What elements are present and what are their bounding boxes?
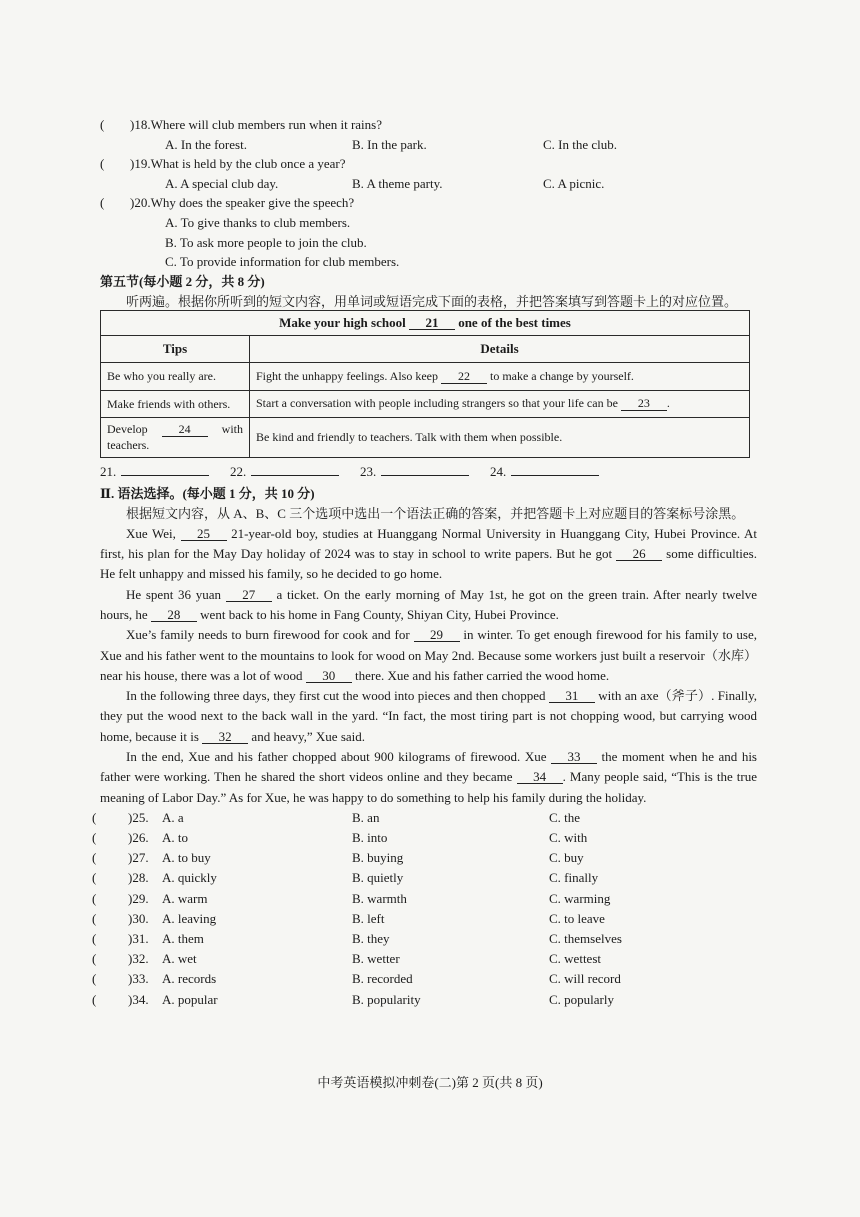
text-segment: . Many people said, “This is the true meaning of Labor Day.” As for Xue, he was happy to do something to help his family during the holiday. — [100, 769, 757, 805]
blank-31: 31 — [549, 689, 595, 703]
answer-item-22 — [230, 463, 360, 481]
option-c: C. A picnic. — [543, 175, 605, 191]
answer-bracket: ( — [100, 195, 105, 211]
option-a: A. warm — [162, 890, 208, 906]
grammar-option-row — [92, 929, 757, 949]
question-stem: What is held by the club once a year? — [150, 156, 346, 172]
blank-30: 30 — [306, 669, 352, 683]
question-stem: Why does the speaker give the speech? — [150, 195, 355, 211]
text-segment: with teachers. — [107, 422, 243, 453]
text-segment: one of the best times — [454, 314, 571, 330]
details-header: Details — [250, 335, 750, 362]
option-c: C. with — [549, 830, 588, 846]
option-b: B. an — [352, 809, 380, 825]
text-segment: Fight the unhappy feelings. Also keep — [256, 368, 441, 383]
grammar-option-row — [92, 828, 757, 848]
tips-header: Tips — [101, 335, 250, 362]
text-segment: a ticket. On the early morning of May 1st, he got on the green train. After nearly twelve hours, he — [100, 586, 758, 622]
option-c: C. the — [549, 809, 581, 825]
text-segment: Make your high school — [279, 314, 409, 330]
blank-23: 23 — [621, 397, 667, 411]
option-a: A. A special club day. — [165, 175, 279, 191]
passage-paragraph — [100, 686, 757, 747]
section5-instructions: 听两遍。根据你所听到的短文内容，用单词或短语完成下面的表格，并把答案填写到答题卡上的对应位置。 — [126, 293, 738, 309]
text-segment: there. Xue and his father carried the wood home. — [351, 667, 610, 683]
question-19 — [100, 154, 757, 174]
option-a: A. popular — [162, 991, 218, 1007]
option-c: C. In the club. — [543, 136, 618, 152]
option-a: A. to buy — [162, 850, 211, 866]
option-b: B. popularity — [352, 991, 421, 1007]
grammar-heading: Ⅱ. 语法选择。(每小题 1 分，共 10 分) — [100, 485, 315, 501]
text-segment: went back to his home in Fang County, Shiyan City, Hubei Province. — [196, 606, 559, 622]
tip-cell — [101, 362, 250, 390]
option-a: A. To give thanks to club members. — [165, 214, 351, 230]
detail-cell — [250, 390, 750, 417]
answer-item-24 — [490, 463, 620, 481]
text-segment: Develop — [107, 422, 162, 437]
text-segment: He spent 36 yuan — [126, 586, 226, 602]
answer-item-21 — [100, 463, 230, 481]
option-b: B. In the park. — [352, 136, 427, 152]
option-a: A. wet — [162, 951, 197, 967]
question-18-options — [100, 135, 757, 155]
blank-21: 21 — [409, 316, 455, 330]
question-number: )27. — [128, 850, 149, 866]
option-b: B. left — [352, 910, 385, 926]
page-footer: 中考英语模拟冲刺卷(二)第 2 页(共 8 页) — [317, 1075, 543, 1090]
question-number: )31. — [128, 931, 149, 947]
option-b: B. warmth — [352, 890, 407, 906]
tip-cell — [101, 417, 250, 457]
detail-cell — [250, 362, 750, 390]
question-18 — [100, 115, 757, 135]
grammar-instructions: 根据短文内容，从 A、B、C 三个选项中选出一个语法正确的答案，并把答题卡上对应题目的答案标号涂黑。 — [126, 505, 745, 521]
question-19-options — [100, 174, 757, 194]
text-segment: In the end, Xue and his father chopped about 900 kilograms of firewood. Xue — [126, 749, 552, 765]
table-title — [101, 310, 750, 335]
section5-heading: 第五节(每小题 2 分，共 8 分) — [100, 273, 265, 289]
option-b: B. they — [352, 931, 390, 947]
question-number: )33. — [128, 971, 149, 987]
answer-bracket: ( — [92, 890, 97, 906]
question-number: )19. — [130, 156, 151, 172]
grammar-option-row — [92, 808, 757, 828]
blank-28: 28 — [151, 608, 197, 622]
question-number: )32. — [128, 951, 149, 967]
question-number: )28. — [128, 870, 149, 886]
text-segment: Be who you really are. — [107, 369, 216, 384]
answer-bracket: ( — [92, 850, 97, 866]
answer-blank-line — [511, 463, 599, 476]
answer-bracket: ( — [92, 809, 97, 825]
tips-table — [100, 310, 750, 458]
answer-bracket: ( — [92, 991, 97, 1007]
text-segment: Start a conversation with people including strangers so that your life can be — [256, 396, 621, 411]
blank-27: 27 — [226, 588, 272, 602]
blank-25: 25 — [181, 527, 227, 541]
question-number: )29. — [128, 890, 149, 906]
answer-label: 21. — [100, 463, 117, 479]
answer-blank-line — [381, 463, 469, 476]
option-b: B. To ask more people to join the club. — [165, 234, 367, 250]
question-number: )18. — [130, 117, 151, 132]
blank-24: 24 — [162, 423, 208, 437]
passage-paragraph — [100, 747, 757, 808]
grammar-option-row — [92, 969, 757, 989]
option-b: B. A theme party. — [352, 175, 443, 191]
passage-paragraph — [100, 625, 757, 686]
table-row — [101, 417, 750, 457]
question-number: )30. — [128, 910, 149, 926]
blank-32: 32 — [202, 730, 248, 744]
option-c: C. To provide information for club members. — [165, 254, 400, 270]
answer-bracket: ( — [100, 156, 105, 172]
option-b: B. wetter — [352, 951, 400, 967]
grammar-option-row — [92, 848, 757, 868]
answer-blank-line — [251, 463, 339, 476]
blank-33: 33 — [551, 750, 597, 764]
text-segment: Xue’s family needs to burn firewood for cook and for — [126, 627, 414, 643]
text-segment: and heavy,” Xue said. — [248, 728, 366, 744]
answer-bracket: ( — [100, 117, 105, 132]
answer-blank-line — [121, 463, 209, 476]
grammar-option-row — [92, 949, 757, 969]
question-20 — [100, 193, 757, 213]
answer-bracket: ( — [92, 931, 97, 947]
option-b: B. quietly — [352, 870, 404, 886]
text-segment: some difficulties. He felt unhappy and missed his family, so he decided to go home. — [100, 546, 757, 582]
text-segment: 21-year-old boy, studies at Huanggang Normal University in Huanggang City, Hubei Province. At first, his plan for the May Day holiday of 2024 was to stay in school to write papers. But he got — [100, 525, 757, 562]
text-segment: with an axe（斧子）. Finally, they put the wood next to the back wall in the yard. “In fact, the most tiring part is not chopping wood, but carrying wood home, because it is — [100, 688, 757, 744]
text-segment: to make a change by yourself. — [486, 368, 634, 383]
option-c: C. warming — [549, 890, 611, 906]
passage-paragraph — [100, 585, 757, 626]
question-number: )34. — [128, 991, 149, 1007]
answer-bracket: ( — [92, 951, 97, 967]
grammar-options — [92, 808, 757, 1010]
answer-label: 24. — [490, 463, 507, 479]
answer-bracket: ( — [92, 910, 97, 926]
option-a: A. leaving — [162, 910, 217, 926]
blank-22: 22 — [441, 370, 487, 384]
grammar-option-row — [92, 990, 757, 1010]
text-segment: Make friends with others. — [107, 396, 231, 411]
answer-bracket: ( — [92, 971, 97, 987]
option-a: A. records — [162, 971, 217, 987]
option-c: C. themselves — [549, 931, 622, 947]
grammar-option-row — [92, 868, 757, 888]
option-c: C. finally — [549, 870, 599, 886]
grammar-option-row — [92, 889, 757, 909]
option-c: C. popularly — [549, 991, 614, 1007]
text-segment: the moment when he and his father were working. Then he shared the short videos online and they became — [100, 749, 757, 785]
option-a: A. a — [162, 809, 184, 825]
text-segment: Xue Wei, — [126, 525, 181, 541]
detail-cell — [250, 417, 750, 457]
answer-bracket: ( — [92, 830, 97, 846]
question-number: )20. — [130, 195, 151, 211]
question-number: )26. — [128, 830, 149, 846]
answer-bracket: ( — [92, 870, 97, 886]
passage — [100, 524, 757, 808]
option-c: C. wettest — [549, 951, 601, 967]
option-b: B. recorded — [352, 971, 413, 987]
text-segment: . — [666, 396, 670, 411]
text-segment: in winter. To get enough firewood for his family to use, Xue and his father went to the mountains to look for wood on May 2nd. Because some workers just built a reservoir（水库）near his house, there was a lot of wood — [100, 627, 757, 683]
answer-label: 23. — [360, 463, 377, 479]
option-a: A. In the forest. — [165, 136, 247, 152]
grammar-option-row — [92, 909, 757, 929]
exam-page — [92, 115, 758, 1010]
answer-label: 22. — [230, 463, 247, 479]
option-b: B. into — [352, 830, 388, 846]
option-c: C. to leave — [549, 910, 605, 926]
table-row — [101, 362, 750, 390]
option-b: B. buying — [352, 850, 404, 866]
option-a: A. quickly — [162, 870, 217, 886]
text-segment: In the following three days, they first cut the wood into pieces and then chopped — [126, 688, 549, 704]
table-row — [101, 390, 750, 417]
text-segment: Be kind and friendly to teachers. Talk with them when possible. — [256, 429, 563, 444]
blank-29: 29 — [414, 628, 460, 642]
option-c: C. will record — [549, 971, 621, 987]
blank-26: 26 — [616, 547, 662, 561]
answer-lines — [100, 463, 757, 481]
option-a: A. to — [162, 830, 188, 846]
passage-paragraph — [100, 524, 757, 585]
question-number: )25. — [128, 809, 149, 825]
blank-34: 34 — [517, 770, 563, 784]
option-c: C. buy — [549, 850, 584, 866]
tip-cell — [101, 390, 250, 417]
option-a: A. them — [162, 931, 204, 947]
question-stem: Where will club members run when it rains? — [150, 117, 382, 132]
answer-item-23 — [360, 463, 490, 481]
